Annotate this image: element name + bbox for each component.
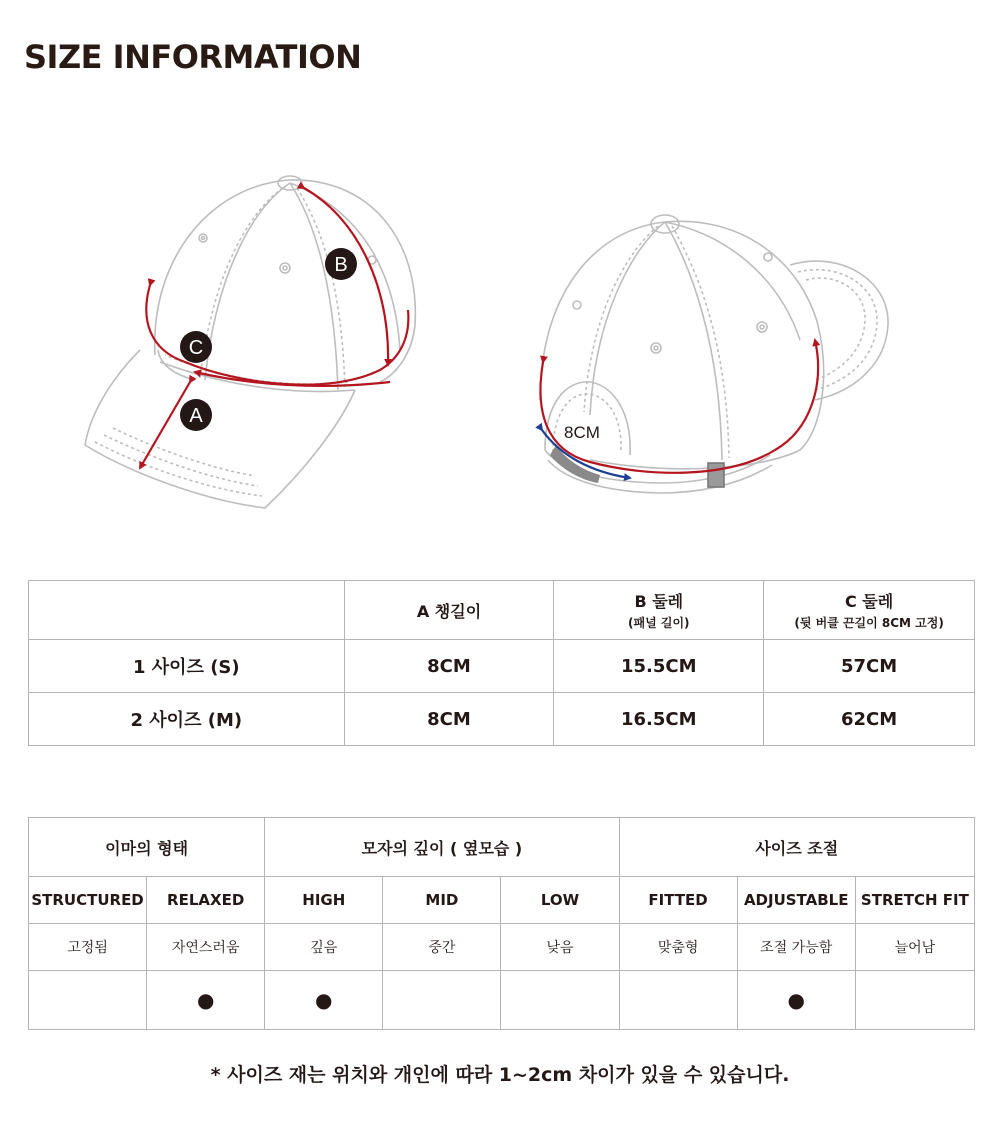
option-en: MID [383,877,501,924]
strap-buckle [550,445,600,483]
feature-group-row [29,818,975,877]
svg-text:A: A [189,405,203,427]
selection-dot: ● [737,971,855,1030]
option-en: LOW [501,877,619,924]
size-value-b: 16.5CM [554,693,764,746]
size-label: 2 사이즈 (M) [29,693,345,746]
size-value-a: 8CM [344,693,554,746]
cap-back-view [540,215,888,493]
option-en: HIGH [265,877,383,924]
label-b [325,248,357,280]
svg-text:B: B [334,254,348,276]
group-size-adjust: 사이즈 조절 [619,818,974,877]
selection-dot [619,971,737,1030]
option-en: STRETCH FIT [855,877,974,924]
table-row [29,693,975,746]
selection-dot [383,971,501,1030]
option-en: RELAXED [147,877,265,924]
option-ko: 깊음 [265,924,383,971]
selection-dot [855,971,974,1030]
feature-table [28,817,975,1030]
group-forehead-shape: 이마의 형태 [29,818,265,877]
table-row [29,640,975,693]
option-ko: 맞춤형 [619,924,737,971]
option-ko: 낮음 [501,924,619,971]
selection-dot [501,971,619,1030]
size-value-c: 57CM [764,640,975,693]
option-ko: 늘어남 [855,924,974,971]
label-a [180,399,212,431]
feature-selection-row [29,971,975,1030]
option-en: FITTED [619,877,737,924]
size-table [28,580,975,746]
size-header-a: A 챙길이 [344,581,554,640]
group-cap-depth: 모자의 깊이 ( 옆모습 ) [265,818,619,877]
size-header-c: C 둘레 (뒷 버클 끈길이 8CM 고정) [764,581,975,640]
svg-text:C: C [188,337,204,359]
cap-diagram [0,150,1000,530]
label-c [180,331,212,363]
size-header-b: B 둘레 (패널 길이) [554,581,764,640]
option-ko: 중간 [383,924,501,971]
option-ko: 조절 가능함 [737,924,855,971]
option-ko: 고정됨 [29,924,147,971]
selection-dot [29,971,147,1030]
size-value-a: 8CM [344,640,554,693]
option-en: ADJUSTABLE [737,877,855,924]
arrow-a-brim-length [140,382,190,468]
measure-arrows-back [540,340,818,478]
measurement-note: * 사이즈 재는 위치와 개인에 따라 1~2cm 차이가 있을 수 있습니다. [210,1064,790,1086]
size-header-empty [29,581,345,640]
option-ko: 자연스러움 [147,924,265,971]
selection-dot: ● [147,971,265,1030]
selection-dot: ● [265,971,383,1030]
arrow-c-circumference-front [146,285,408,385]
cap-front-view [85,176,415,508]
option-en: STRUCTURED [29,877,147,924]
size-value-b: 15.5CM [554,640,764,693]
size-label: 1 사이즈 (S) [29,640,345,693]
feature-options-en [29,877,975,924]
size-value-c: 62CM [764,693,975,746]
size-table-header [29,581,975,640]
feature-options-ko [29,924,975,971]
page-title: SIZE INFORMATION [24,38,362,76]
measure-arrows-front [140,188,408,468]
strap-length-label: 8CM [564,423,600,442]
arrow-c-circumference-back [540,340,818,473]
